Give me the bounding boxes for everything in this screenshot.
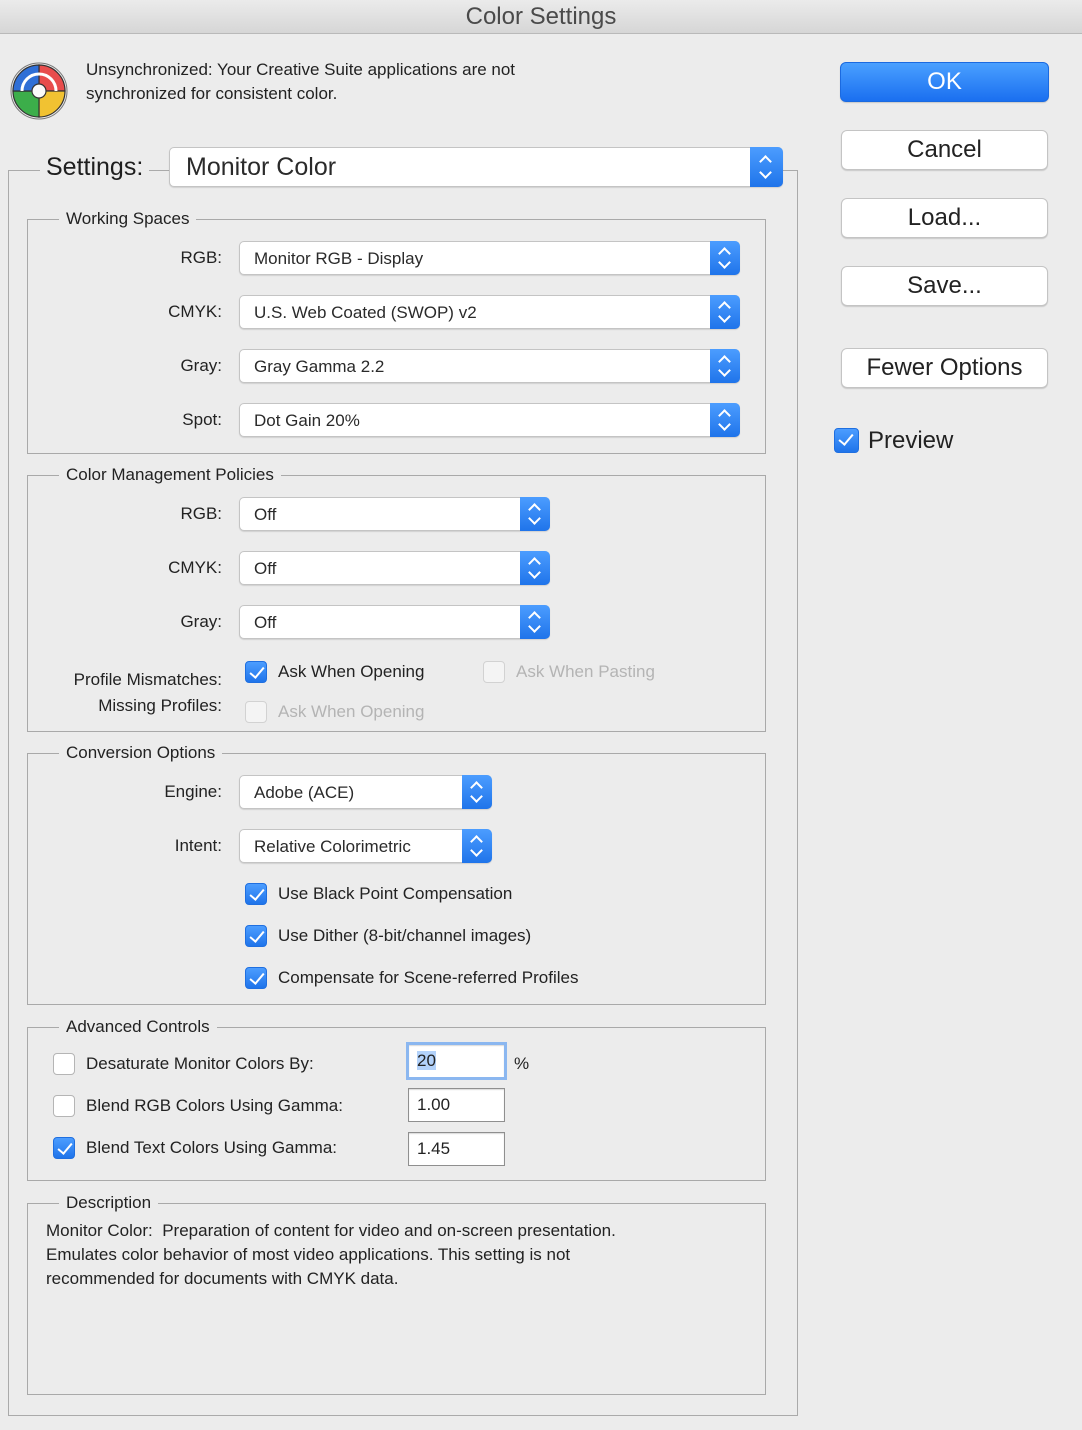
preview-checkbox[interactable] <box>834 428 859 453</box>
window-title: Color Settings <box>465 3 617 30</box>
ws-cmyk-select[interactable] <box>239 295 740 329</box>
scene-referred-checkbox[interactable] <box>245 967 267 989</box>
ws-gray-value: Gray Gamma 2.2 <box>254 357 385 376</box>
settings-label: Settings: <box>40 150 149 184</box>
policy-cmyk-select[interactable] <box>239 551 550 585</box>
policy-cmyk-value: Off <box>254 559 277 578</box>
desaturate-checkbox[interactable] <box>53 1053 75 1075</box>
ws-gray-label: Gray: <box>180 356 222 375</box>
profile-mismatches-label: Profile Mismatches: <box>73 670 222 689</box>
chevron-updown-icon <box>520 605 550 639</box>
blend-rgb-checkbox[interactable] <box>53 1095 75 1117</box>
blend-text-checkbox[interactable] <box>53 1137 75 1159</box>
ws-spot-select[interactable] <box>239 403 740 437</box>
title-bar <box>0 0 1082 34</box>
ws-rgb-label: RGB: <box>180 248 222 267</box>
sync-status-line2: synchronized for consistent color. <box>86 84 338 103</box>
sync-status-line1: Unsynchronized: Your Creative Suite applications are not <box>86 60 516 79</box>
missing-ask-opening-checkbox[interactable] <box>245 701 267 723</box>
desaturate-label[interactable]: Desaturate Monitor Colors By: <box>86 1054 314 1073</box>
policy-gray-label: Gray: <box>180 612 222 631</box>
intent-select[interactable] <box>239 829 492 863</box>
chevron-updown-icon <box>750 147 783 187</box>
desaturate-input[interactable] <box>408 1044 505 1078</box>
blend-rgb-label[interactable]: Blend RGB Colors Using Gamma: <box>86 1096 343 1115</box>
policy-rgb-value: Off <box>254 505 277 524</box>
policy-rgb-label: RGB: <box>180 504 222 523</box>
chevron-updown-icon <box>462 775 492 809</box>
dither-checkbox[interactable] <box>245 925 267 947</box>
mismatch-ask-opening-label[interactable]: Ask When Opening <box>278 662 425 681</box>
color-settings-app-icon <box>8 60 70 122</box>
description-line1: Monitor Color: Preparation of content for video and on-screen presentation. <box>46 1221 616 1240</box>
percent-unit-label: % <box>514 1054 530 1073</box>
intent-label: Intent: <box>174 836 222 855</box>
policies-title: Color Management Policies <box>59 463 281 487</box>
advanced-title: Advanced Controls <box>59 1015 217 1039</box>
sync-status-message <box>86 58 646 106</box>
settings-select[interactable] <box>169 147 783 187</box>
ws-spot-value: Dot Gain 20% <box>254 411 360 430</box>
chevron-updown-icon <box>710 241 740 275</box>
description-line2: Emulates color behavior of most video applications. This setting is not <box>46 1245 571 1264</box>
cancel-button[interactable]: Cancel <box>841 130 1048 170</box>
black-point-label[interactable]: Use Black Point Compensation <box>278 884 513 903</box>
desaturate-input-value: 20 <box>417 1051 436 1070</box>
ok-button[interactable]: OK <box>840 62 1049 102</box>
save-button[interactable]: Save... <box>841 266 1048 306</box>
chevron-updown-icon <box>520 497 550 531</box>
ws-cmyk-label: CMYK: <box>168 302 222 321</box>
missing-profiles-label: Missing Profiles: <box>98 696 222 715</box>
engine-select[interactable] <box>239 775 492 809</box>
intent-value: Relative Colorimetric <box>254 837 411 856</box>
chevron-updown-icon <box>710 403 740 437</box>
ws-rgb-value: Monitor RGB - Display <box>254 249 424 268</box>
conversion-title: Conversion Options <box>59 741 222 765</box>
fewer-options-button[interactable]: Fewer Options <box>841 348 1048 388</box>
blend-text-label[interactable]: Blend Text Colors Using Gamma: <box>86 1138 338 1157</box>
chevron-updown-icon <box>462 829 492 863</box>
mismatch-ask-opening-checkbox[interactable] <box>245 661 267 683</box>
mismatch-ask-pasting-checkbox[interactable] <box>483 661 505 683</box>
missing-ask-opening-label[interactable]: Ask When Opening <box>278 702 425 721</box>
ws-spot-label: Spot: <box>182 410 222 429</box>
policy-cmyk-label: CMYK: <box>168 558 222 577</box>
ws-rgb-select[interactable] <box>239 241 740 275</box>
chevron-updown-icon <box>710 349 740 383</box>
policy-gray-select[interactable] <box>239 605 550 639</box>
load-button[interactable]: Load... <box>841 198 1048 238</box>
engine-value: Adobe (ACE) <box>254 783 355 802</box>
mismatch-ask-pasting-label[interactable]: Ask When Pasting <box>516 662 655 681</box>
description-text <box>46 1219 756 1291</box>
ws-gray-select[interactable] <box>239 349 740 383</box>
settings-select-value: Monitor Color <box>186 153 337 181</box>
description-line3: recommended for documents with CMYK data. <box>46 1269 399 1288</box>
policy-rgb-select[interactable] <box>239 497 550 531</box>
chevron-updown-icon <box>520 551 550 585</box>
working-spaces-title: Working Spaces <box>59 207 196 231</box>
scene-referred-label[interactable]: Compensate for Scene-referred Profiles <box>278 968 579 987</box>
policy-gray-value: Off <box>254 613 277 632</box>
dither-label[interactable]: Use Dither (8-bit/channel images) <box>278 926 532 945</box>
preview-label[interactable]: Preview <box>868 427 954 454</box>
blend-text-gamma-input[interactable]: 1.45 <box>408 1132 505 1166</box>
description-title: Description <box>59 1191 158 1215</box>
chevron-updown-icon <box>710 295 740 329</box>
engine-label: Engine: <box>164 782 222 801</box>
blend-rgb-gamma-input[interactable]: 1.00 <box>408 1088 505 1122</box>
black-point-checkbox[interactable] <box>245 883 267 905</box>
ws-cmyk-value: U.S. Web Coated (SWOP) v2 <box>254 303 477 322</box>
